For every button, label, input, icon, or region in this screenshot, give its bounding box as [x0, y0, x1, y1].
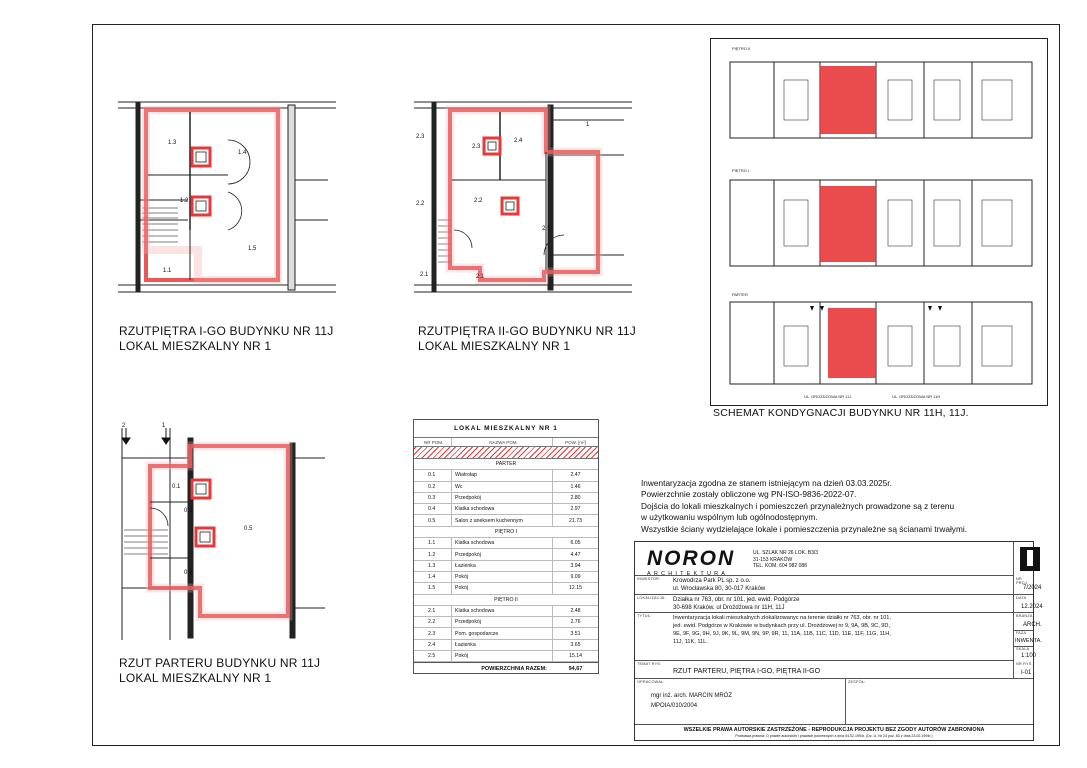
header-name: NAZWA POM. — [451, 438, 553, 446]
location-label: LOKALIZACJA: — [637, 596, 666, 600]
table-row — [414, 482, 598, 493]
phase-value: INWENTA. — [1015, 638, 1042, 644]
room-table-body — [414, 459, 598, 662]
room-name: Pokój — [451, 583, 553, 593]
room-table-total-row — [414, 662, 598, 674]
room-table-header — [414, 438, 598, 447]
room-area: 2.97 — [570, 506, 581, 513]
room-number: 0.1 — [428, 472, 436, 479]
axis-label: 1 — [162, 423, 166, 429]
room-label: 2.3 — [416, 134, 425, 140]
schema-street-right: UL. DROŻDŻOWA NR 11H — [892, 394, 941, 399]
table-row — [414, 561, 598, 572]
floor1-plan — [118, 80, 336, 302]
room-number: 1.5 — [428, 585, 436, 592]
room-area: 21.73 — [569, 517, 582, 524]
notes-block — [641, 478, 967, 535]
room-name: Klatka schodowa — [451, 538, 553, 548]
date-value: 12.2024 — [1021, 604, 1043, 610]
axis-label: 2 — [122, 423, 126, 429]
room-number: 2.3 — [428, 630, 436, 637]
company-address-1: UL. SZLAK NR 26 LOK. B3/3 — [753, 550, 819, 556]
copyright-notice: WSZELKIE PRAWA AUTORSKIE ZASTRZEŻONE - REPRODUKCJA PROJEKTU BEZ ZGODY AUTORÓW ZABRONIONA — [683, 727, 985, 733]
room-label: 0.2 — [184, 570, 193, 576]
room-label: 2.3 — [472, 144, 481, 150]
table-row — [414, 538, 598, 549]
sheet-number: I-01 — [1021, 670, 1032, 676]
title-block — [634, 541, 1043, 741]
branch-value: ARCH. — [1023, 622, 1042, 628]
room-number: 2.1 — [428, 608, 436, 614]
room-number: 1.4 — [428, 574, 436, 581]
room-label: 1 — [586, 122, 590, 128]
title-line: 11J, 11K, 11L. — [673, 639, 708, 645]
room-label: 1.1 — [163, 268, 172, 274]
table-hatch-band — [414, 447, 598, 459]
schema-label-middle: PIĘTRO I — [732, 168, 750, 173]
room-label: 0.1 — [172, 484, 181, 490]
room-label: 0.3 — [184, 508, 193, 514]
room-label: 2.1 — [476, 274, 485, 280]
legal-basis: Podstawa prawna: O prawie autorskim i prawach pokrewnych z dnia 04.02.1994r. (Dz. U. Nr 24 poz. 83 z dnia 23.02.1994r.) — [735, 734, 933, 738]
branch-label: BRANŻA — [1016, 614, 1033, 618]
room-label: 1.2 — [180, 198, 189, 204]
location-parcel: Działka nr 763, obr. nr 101, jed. ewid. Podgórze — [673, 597, 800, 603]
table-row — [414, 504, 598, 515]
company-phone: TEL. KOM. 604 982 088 — [753, 563, 807, 569]
noron-logo: NORON — [647, 547, 736, 570]
table-row — [414, 572, 598, 583]
table-row — [414, 493, 598, 504]
author-license: MPOIA/010/2004 — [651, 703, 698, 709]
room-area: 3.65 — [570, 641, 581, 648]
total-label: POWIERZCHNIA RAZEM: — [481, 665, 547, 672]
schema-label-top: PIĘTRO II — [732, 46, 751, 51]
table-row — [414, 515, 598, 526]
table-row — [414, 628, 598, 639]
room-name: Pokój — [451, 572, 553, 582]
room-name: Klatka schodowa — [451, 606, 553, 616]
floor2-plan — [414, 80, 632, 302]
table-section-header: PARTER — [414, 459, 598, 470]
room-area: 2.47 — [570, 472, 581, 479]
total-value: 94,67 — [568, 665, 583, 672]
author-name: mgr inż. arch. MARCIN MRÓZ — [651, 693, 733, 699]
floor2-caption-subtitle: LOKAL MIESZKALNY NR 1 — [418, 339, 571, 353]
note-line: Inwentaryzacja zgodna ze stanem istniejącym na dzień 03.03.2025r. — [641, 478, 892, 488]
drawing-label: TEMAT RYS: — [637, 662, 662, 666]
room-area: 9.09 — [570, 574, 581, 581]
room-area: 12.15 — [569, 585, 582, 592]
title-line: 9E, 9F, 9G, 9H, 9J, 9K, 9L, 9M, 9N, 9P, 9R, 11, 11A, 11B, 11C, 11D, 11E, 11F, 11G, 11H, — [673, 631, 891, 637]
room-name: Salon z aneksem kuchennym — [451, 515, 553, 525]
room-label: 1.5 — [248, 246, 257, 252]
table-row — [414, 640, 598, 651]
table-section-header: PIĘTRO I — [414, 527, 598, 538]
room-label: 2.5 — [542, 226, 551, 232]
table-row — [414, 549, 598, 560]
approved-label: ZESPÓŁ: — [848, 680, 866, 684]
floor1-caption-subtitle: LOKAL MIESZKALNY NR 1 — [119, 339, 272, 353]
table-row — [414, 617, 598, 628]
floor1-caption-title: RZUTPIĘTRA I-GO BUDYNKU NR 11J — [119, 324, 334, 338]
note-line: Powierzchnie zostały obliczone wg PN-ISO-9836-2022-07. — [641, 489, 857, 500]
drawing-subject: RZUT PARTERU, PIĘTRA I-GO, PIĘTRA II-GO — [673, 668, 821, 675]
room-label: 1.4 — [238, 150, 247, 156]
schema-caption: SCHEMAT KONDYGNACJI BUDYNKU NR 11H, 11J. — [713, 407, 969, 419]
schema-street-left: UL. DROŻDŻOWA NR 11J — [804, 394, 852, 399]
room-area: 1.46 — [570, 483, 581, 490]
room-table-title: LOKAL MIESZKALNY NR 1 — [414, 420, 598, 438]
room-name: Klatka schodowa — [451, 504, 553, 514]
table-row — [414, 470, 598, 481]
room-number: 0.4 — [428, 506, 436, 513]
room-number: 2.2 — [428, 619, 436, 626]
room-name: Wiatrołap — [451, 470, 553, 480]
schema-diagram — [712, 40, 1044, 402]
location-address: 30-698 Kraków, ul Drożdżowa nr 11H, 11J — [673, 605, 785, 611]
table-row — [414, 606, 598, 617]
phase-label: FAZA — [1016, 631, 1027, 635]
room-area: 6.05 — [570, 540, 581, 547]
investor-address: ul. Wrocławska 80, 30-017 Kraków — [673, 586, 766, 592]
scale-label: SKALA — [1016, 647, 1030, 651]
nr-proj-label: NR PROJ. — [1016, 577, 1029, 585]
room-area-table — [413, 419, 599, 674]
room-area: 3.94 — [570, 562, 581, 569]
ground-caption-subtitle: LOKAL MIESZKALNY NR 1 — [119, 671, 272, 685]
noron-logo-sub: ARCHITEKTURA — [647, 571, 729, 577]
room-area: 15.14 — [569, 653, 582, 660]
ground-caption-title: RZUT PARTERU BUDYNKU NR 11J — [119, 656, 321, 670]
room-name: Przedpokój — [451, 493, 553, 503]
room-label: 0.5 — [244, 526, 253, 532]
table-row — [414, 651, 598, 662]
company-address-2: 31-153 KRAKÓW — [753, 556, 793, 563]
room-name: Łazienka — [451, 561, 553, 571]
room-label: 2.4 — [514, 138, 523, 144]
ground-plan — [110, 418, 332, 650]
title-line: jed. ewid. Podgórze w Krakowie w budynkach przy ul. Drożdżowej nr 9, 9A, 9B, 9C, 9D, — [673, 623, 891, 629]
floor2-caption-title: RZUTPIĘTRA II-GO BUDYNKU NR 11J — [418, 324, 637, 338]
room-number: 1.1 — [428, 540, 436, 547]
room-label: 1.3 — [168, 140, 177, 146]
room-area: 4.47 — [570, 551, 581, 558]
room-number: 1.3 — [428, 562, 436, 569]
note-line: w użytkowaniu wspólnym lub ogólnodostępnym. — [641, 512, 818, 523]
date-label: DATA — [1016, 596, 1027, 600]
table-section-header: PIĘTRO II — [414, 595, 598, 606]
room-area: 2.48 — [570, 608, 581, 614]
schema-label-bottom: PARTER — [732, 292, 748, 297]
room-label: 2.2 — [474, 198, 483, 204]
room-name: Przedpokój — [451, 549, 553, 559]
room-number: 1.2 — [428, 551, 436, 558]
header-number: NR POM. — [424, 439, 444, 445]
room-label: 2.2 — [416, 201, 425, 207]
room-number: 0.5 — [428, 517, 436, 524]
room-area: 2.76 — [570, 619, 581, 626]
title-label: TYTUŁ: — [637, 614, 652, 618]
room-name: Łazienka — [451, 640, 553, 650]
header-area: POW. [m²] — [565, 439, 586, 445]
room-name: Pokój — [451, 651, 553, 661]
investor-label: INWESTOR: — [637, 577, 661, 581]
room-name: Pom. gospodarcze — [451, 628, 553, 638]
room-area: 2.80 — [570, 495, 581, 502]
room-label: 2.1 — [420, 272, 429, 278]
room-number: 0.2 — [428, 483, 436, 490]
room-number: 2.4 — [428, 641, 436, 648]
room-name: Przedpokój — [451, 617, 553, 627]
prepared-label: OPRACOWAŁ: — [637, 680, 665, 684]
room-name: Wc — [451, 482, 553, 492]
note-line: Wszystkie ściany wydzielające lokale i pomieszczenia przynależne są ścianami trwałymi. — [641, 523, 968, 534]
project-number: 7/2024 — [1023, 585, 1042, 591]
note-line: Dojścia do lokali mieszkalnych i pomieszczeń przynależnych prowadzone są z terenu — [641, 500, 955, 511]
room-number: 2.5 — [428, 653, 436, 660]
room-area: 3.51 — [570, 630, 581, 637]
sheet-label: NR RYS. — [1016, 662, 1033, 666]
scale-value: 1:100 — [1021, 653, 1037, 659]
table-row — [414, 583, 598, 594]
investor-name: Krowodrza Park PL sp. z o.o. — [673, 578, 751, 584]
title-line: Inwentaryzacja lokali mieszkalnych zlokalizowanyc na terenie działki nr 763, obr. nr 101, — [673, 615, 891, 621]
logo-emblem — [1020, 547, 1040, 571]
room-number: 0.3 — [428, 495, 436, 502]
